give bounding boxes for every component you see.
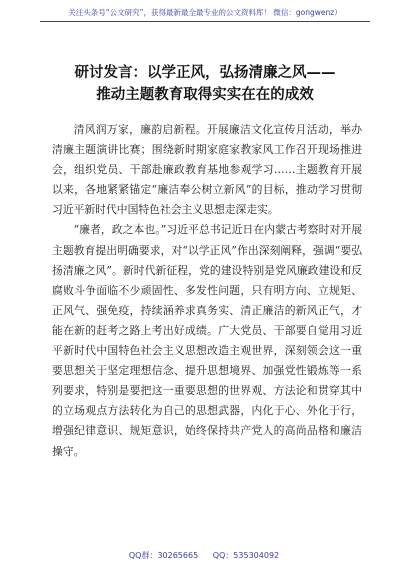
title-line-1: 研讨发言：以学正风，弘扬清廉之风—— [74, 65, 336, 81]
document-body [52, 120, 362, 462]
paragraph-2: “廉者，政之本也。”习近平总书记近日在内蒙古考察时对开展主题教育提出明确要求，对“以学正风”作出深刻阐释，强调“要弘扬清廉之风”。新时代新征程，党的建设特别是党风廉政建设和反腐败斗争面临不少顽固性、多发性问题，只有明方向、立规矩、正风气、强免疫，持续涵养求真务实、清正廉洁的新风正气，才能在新的赶考之路上考出好成绩。广大党员、干部要自觉用习近平新时代中国特色社会主义思想改造主观世界，深刻领会这一重要思想关于坚定理想信念、提升思想境界、加强党性锻炼等一系列要求，特别是要把这一重要思想的世界观、方法论和贯穿其中的立场观点方法转化为自己的思想武器，内化于心、外化于行，增强纪律意识、规矩意识，始终保持共产党人的高尚品格和廉洁操守。 [52, 223, 362, 458]
paragraph-1: 清风润万家，廉韵启新程。开展廉洁文化宣传月活动，举办清廉主题演讲比赛；围绕新时期家庭家教家风工作召开现场推进会，组织党员、干部赴廉政教育基地参观学习……主题教育开展以来，各地紧紧锚定“廉洁奉公树立新风”的目标，推动学习贯彻习近平新时代中国特色社会主义思想走深走实。 [52, 123, 362, 217]
footer-contact [0, 550, 408, 561]
title-line-2: 推动主题教育取得实实在在的成效 [96, 87, 314, 103]
footer-qq: QQ：535304092 [212, 551, 280, 560]
footer-qq-group: QQ群：30265665 [128, 551, 199, 560]
document-title [40, 62, 370, 106]
header-banner: 关注头条号“公文研究”，获得最新最全最专业的公文资料库！ 微信：gongwenz） [40, 7, 370, 22]
